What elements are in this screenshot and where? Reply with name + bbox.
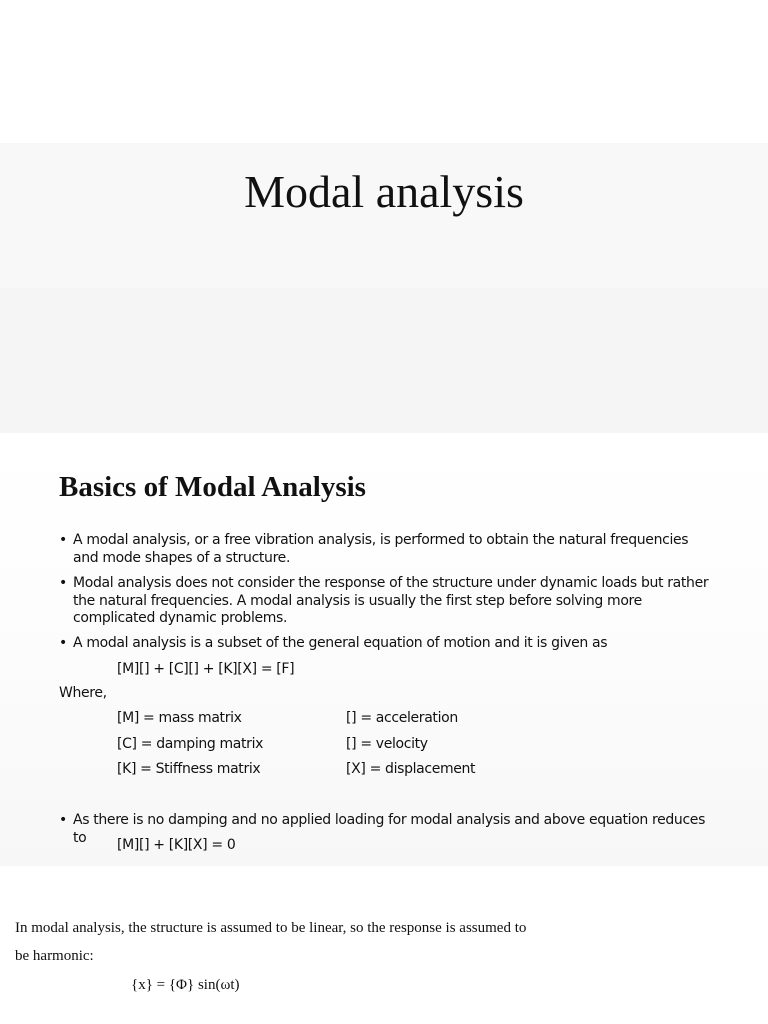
bullet-dot-icon: • — [59, 532, 67, 548]
bullet-dot-icon: • — [59, 575, 67, 591]
definition-row — [117, 761, 537, 787]
bullet-text: Modal analysis does not consider the response of the structure under dynamic loads but rather the natural frequencies. A modal analysis is usually the first step before solving more complicated dynamic problems. — [73, 575, 709, 626]
definition-right: [X] = displacement — [346, 761, 476, 777]
bullet-dot-icon: • — [59, 635, 67, 651]
note-text-line: be harmonic: — [15, 948, 94, 964]
bullet-item — [59, 635, 711, 653]
bullet-text: A modal analysis is a subset of the general equation of motion and it is given as — [73, 635, 608, 651]
definition-right: [] = velocity — [346, 735, 428, 752]
bullet-dot-icon: • — [59, 812, 67, 828]
bullet-text: As there is no damping and no applied loading for modal analysis and above equation reduces to — [73, 812, 706, 846]
definition-left: [C] = damping matrix — [117, 735, 264, 752]
bullet-item — [59, 532, 711, 567]
reduced-equation: [M][] + [K][X] = 0 — [117, 837, 236, 853]
slide-title: Modal analysis — [244, 166, 524, 217]
definition-row — [117, 710, 537, 736]
title-slide — [0, 143, 768, 288]
note-area — [0, 866, 768, 1024]
slide-heading: Basics of Modal Analysis — [59, 471, 366, 503]
note-text-line: In modal analysis, the structure is assumed to be linear, so the response is assumed to — [15, 920, 527, 936]
definitions-table — [117, 710, 537, 787]
definition-row — [117, 736, 537, 762]
general-equation: [M][] + [C][] + [K][X] = [F] — [117, 661, 295, 677]
harmonic-equation: {x} = {Φ} sin(ωt) — [131, 977, 240, 993]
definition-left: [M] = mass matrix — [117, 710, 242, 726]
bullet-item — [59, 575, 711, 628]
definition-left: [K] = Stiffness matrix — [117, 761, 261, 777]
where-label: Where, — [59, 685, 107, 701]
bullet-text: A modal analysis, or a free vibration analysis, is performed to obtain the natural frequencies and mode shapes of a structure. — [73, 532, 689, 566]
definition-right: [] = acceleration — [346, 710, 458, 726]
blank-slide-band — [0, 288, 768, 433]
basics-slide — [0, 433, 768, 866]
